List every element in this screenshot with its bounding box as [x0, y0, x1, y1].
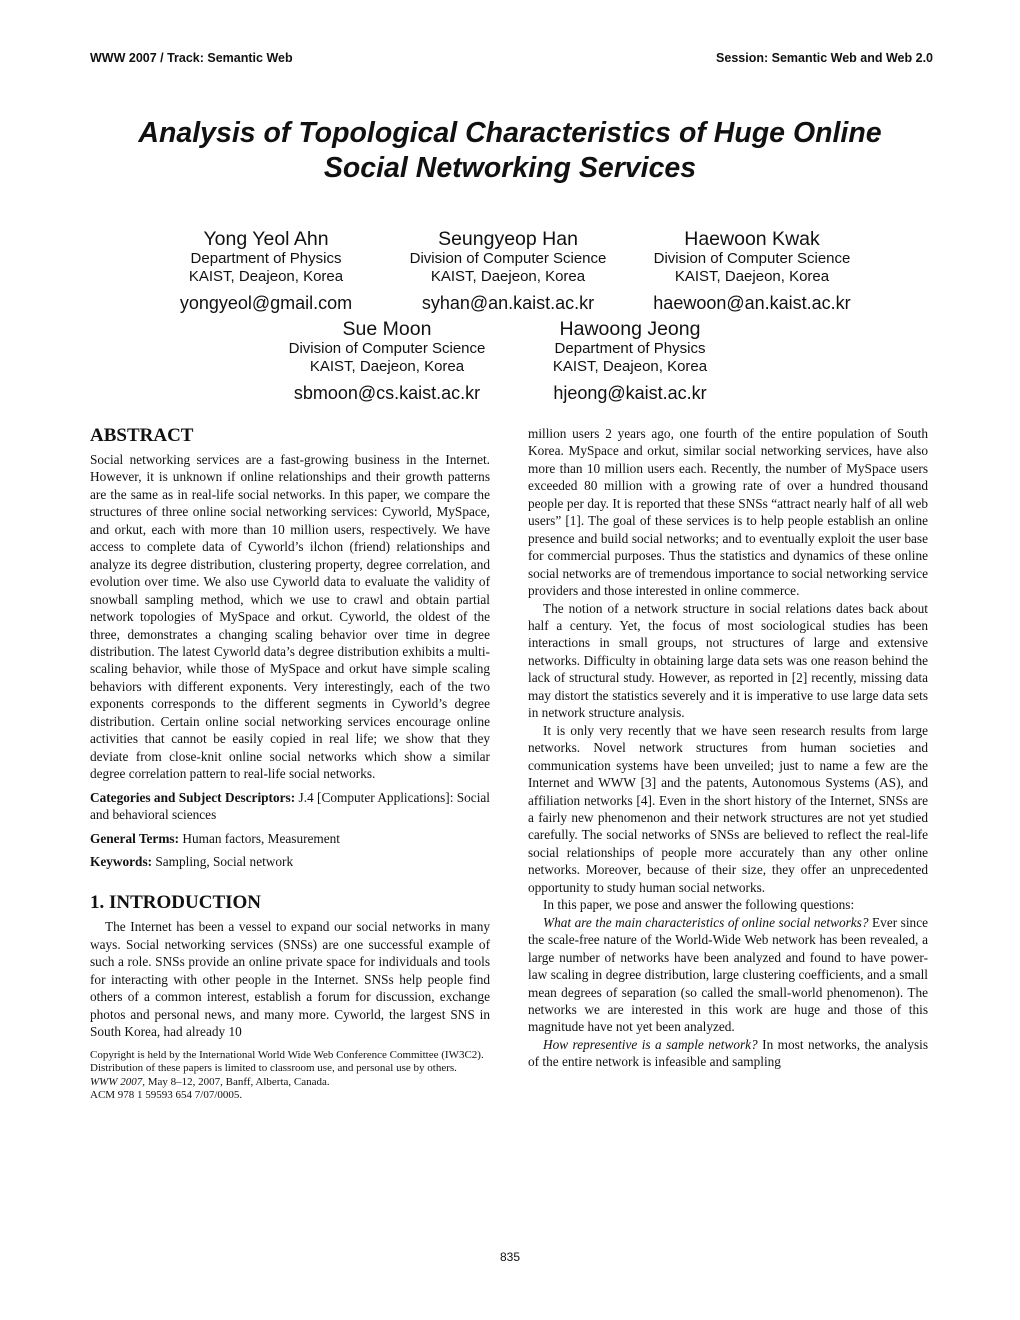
question-2-paragraph — [528, 1036, 928, 1071]
author-inst: KAIST, Daejeon, Korea — [430, 268, 586, 285]
question-1-answer: Ever since the scale-free nature of the World-Wide Web network has been revealed, a large number of networks have been analyzed and found to have power-law scaling in degree distribution, large clustering coefficients, and a small mean degrees of separation (so called the small-world phenomenon). The networks we are interested in this work are huge and those of this magnitude have not yet been analyzed. — [528, 914, 929, 1035]
question-2: How representive is a sample network? — [543, 1036, 758, 1052]
author-name: Sue Moon — [342, 318, 432, 340]
intro-paragraph-2: million users 2 years ago, one fourth of the entire population of South Korea. MySpace and orkut, similar social networking services, have also more than 10 million users each. Recently, the number of MySpace users exceeded 80 million with a growing rate of over a hundred thousand people per day. It is reported that these SNSs “attract nearly half of all web users” [1]. The goal of these services is to help people establish an online presence and build social networks; and to eventually exploit the user base for commercial purposes. Thus the statistics and dynamics of these online social networks are of tremendous importance to social networking service providers and those interested in online commerce. — [528, 426, 928, 599]
question-1: What are the main characteristics of online social networks? — [543, 914, 869, 930]
abstract-heading: ABSTRACT — [90, 425, 194, 446]
author-block — [510, 318, 750, 404]
author-inst: KAIST, Daejeon, Korea — [674, 268, 830, 285]
author-dept: Division of Computer Science — [288, 340, 486, 357]
author-block — [267, 318, 507, 404]
keywords-label: Keywords: — [90, 853, 153, 869]
author-name: Yong Yeol Ahn — [203, 228, 329, 250]
categories-label: Categories and Subject Descriptors: — [90, 789, 296, 805]
title-line-2: Social Networking Services — [323, 152, 697, 184]
author-email[interactable]: hjeong@kaist.ac.kr — [553, 383, 707, 403]
categories-text: J.4 [Computer Applications]: Social and behavioral sciences — [90, 789, 491, 823]
author-name: Seungyeop Han — [438, 228, 578, 250]
author-dept: Division of Computer Science — [653, 250, 851, 267]
general-terms-text: Human factors, Measurement — [182, 830, 341, 846]
author-inst: KAIST, Deajeon, Korea — [188, 268, 344, 285]
copyright-text: Copyright is held by the International World Wide Web Conference Committee (IW3C2). Distribution of these papers is limited to classroom use, and personal use by others. — [90, 1048, 484, 1075]
paper-title — [60, 116, 960, 186]
venue-details: May 8–12, 2007, Banff, Alberta, Canada. — [147, 1075, 330, 1088]
right-column — [528, 425, 928, 1071]
author-dept: Department of Physics — [190, 250, 342, 267]
title-line-1: Analysis of Topological Characteristics of Huge Online — [138, 117, 882, 149]
track-label: WWW 2007 / Track: Semantic Web — [90, 51, 293, 65]
author-inst: KAIST, Deajeon, Korea — [552, 358, 708, 375]
author-inst: KAIST, Daejeon, Korea — [309, 358, 465, 375]
author-email[interactable]: yongyeol@gmail.com — [179, 293, 353, 313]
intro-paragraph-4: It is only very recently that we have seen research results from large networks. Novel network structures from human societies and communication systems have been unveiled; just to name a few are the Internet and WWW [3] and the patents, Autonomous Systems (AS), and affiliation networks [4]. Even in the short history of the Internet, SNSs are a fairly new phenomenon and their network structures are not yet studied carefully. The social networks of SNSs are believed to reflect the real-life social relationships of people more accurately than any other online networks. Moreover, because of their size, they offer an unprecedented opportunity to study human social networks. — [528, 722, 928, 895]
author-email[interactable]: haewoon@an.kaist.ac.kr — [653, 293, 851, 313]
intro-paragraph-3: The notion of a network structure in social relations dates back about half a century. Yet, the focus of most sociological studies has been interactions in small groups, not structures of large and extensive networks. Difficulty in obtaining large data sets was one reason behind the lack of structural study. However, as reported in [2] recently, missing data may distort the statistics severely and it is imperative to use large data sets in network structure analysis. — [528, 600, 928, 721]
venue-name: WWW 2007, — [90, 1075, 145, 1088]
author-block — [146, 228, 386, 314]
abstract-text: Social networking services are a fast-growing business in the Internet. However, it is unknown if online relationships and their growth patterns are the same as in real-life social networks. In this paper, we compare the structures of three online social networking services: Cyworld, MySpace, and orkut, each with more than 10 million users, respectively. We have access to complete data of Cyworld’s ilchon (friend) relationships and analyze its degree distribution, clustering property, degree correlation, and evolution over time. We also use Cyworld data to evaluate the validity of snowball sampling method, which we use to crawl and obtain partial network topologies of MySpace and orkut. Cyworld, the oldest of the three, demonstrates a changing scaling behavior over time in degree distribution. The latest Cyworld data’s degree distribution exhibits a multi-scaling behavior, while those of MySpace and orkut have simple scaling behaviors with different exponents. Very interestingly, each of the two exponents corresponds to the different segments in Cyworld’s degree distribution. Certain online social networking services encourage online activities that cannot be easily copied in real life; we show that they deviate from close-knit online social networks which show a similar degree correlation pattern to real-life social networks. — [90, 452, 490, 782]
author-name: Hawoong Jeong — [559, 318, 701, 340]
general-terms-label: General Terms: — [90, 830, 180, 846]
introduction-heading: 1. INTRODUCTION — [90, 892, 262, 914]
intro-paragraph-5: In this paper, we pose and answer the following questions: — [543, 897, 855, 913]
author-block — [632, 228, 872, 314]
keywords-text: Sampling, Social network — [155, 853, 294, 869]
author-block — [388, 228, 628, 314]
keywords-line — [90, 853, 490, 870]
author-email[interactable]: sbmoon@cs.kaist.ac.kr — [293, 383, 481, 403]
author-name: Haewoon Kwak — [684, 228, 820, 250]
author-dept: Department of Physics — [554, 340, 706, 357]
acm-number: ACM 978 1 59593 654 7/07/0005. — [90, 1089, 243, 1102]
categories-line — [90, 789, 490, 824]
question-1-paragraph — [528, 914, 928, 1036]
author-dept: Division of Computer Science — [409, 250, 607, 267]
venue-line — [90, 1076, 490, 1090]
left-column — [90, 425, 490, 1103]
general-terms-line — [90, 830, 490, 847]
copyright-notice — [90, 1049, 490, 1103]
question-2-answer: In most networks, the analysis of the entire network is infeasible and sampling — [528, 1036, 928, 1070]
intro-paragraph-1: The Internet has been a vessel to expand our social networks in many ways. Social networking services (SNSs) are one successful example of such a role. SNSs provide an online private space for individuals and tools for interacting with other people in the Internet. SNSs help people find others of a common interest, establish a forum for discussion, exchange photos and personal news, and many more. Cyworld, the largest SNS in South Korea, had already 10 — [90, 919, 490, 1040]
session-label: Session: Semantic Web and Web 2.0 — [716, 51, 933, 65]
page-number: 835 — [499, 1250, 521, 1264]
author-email[interactable]: syhan@an.kaist.ac.kr — [421, 293, 595, 313]
